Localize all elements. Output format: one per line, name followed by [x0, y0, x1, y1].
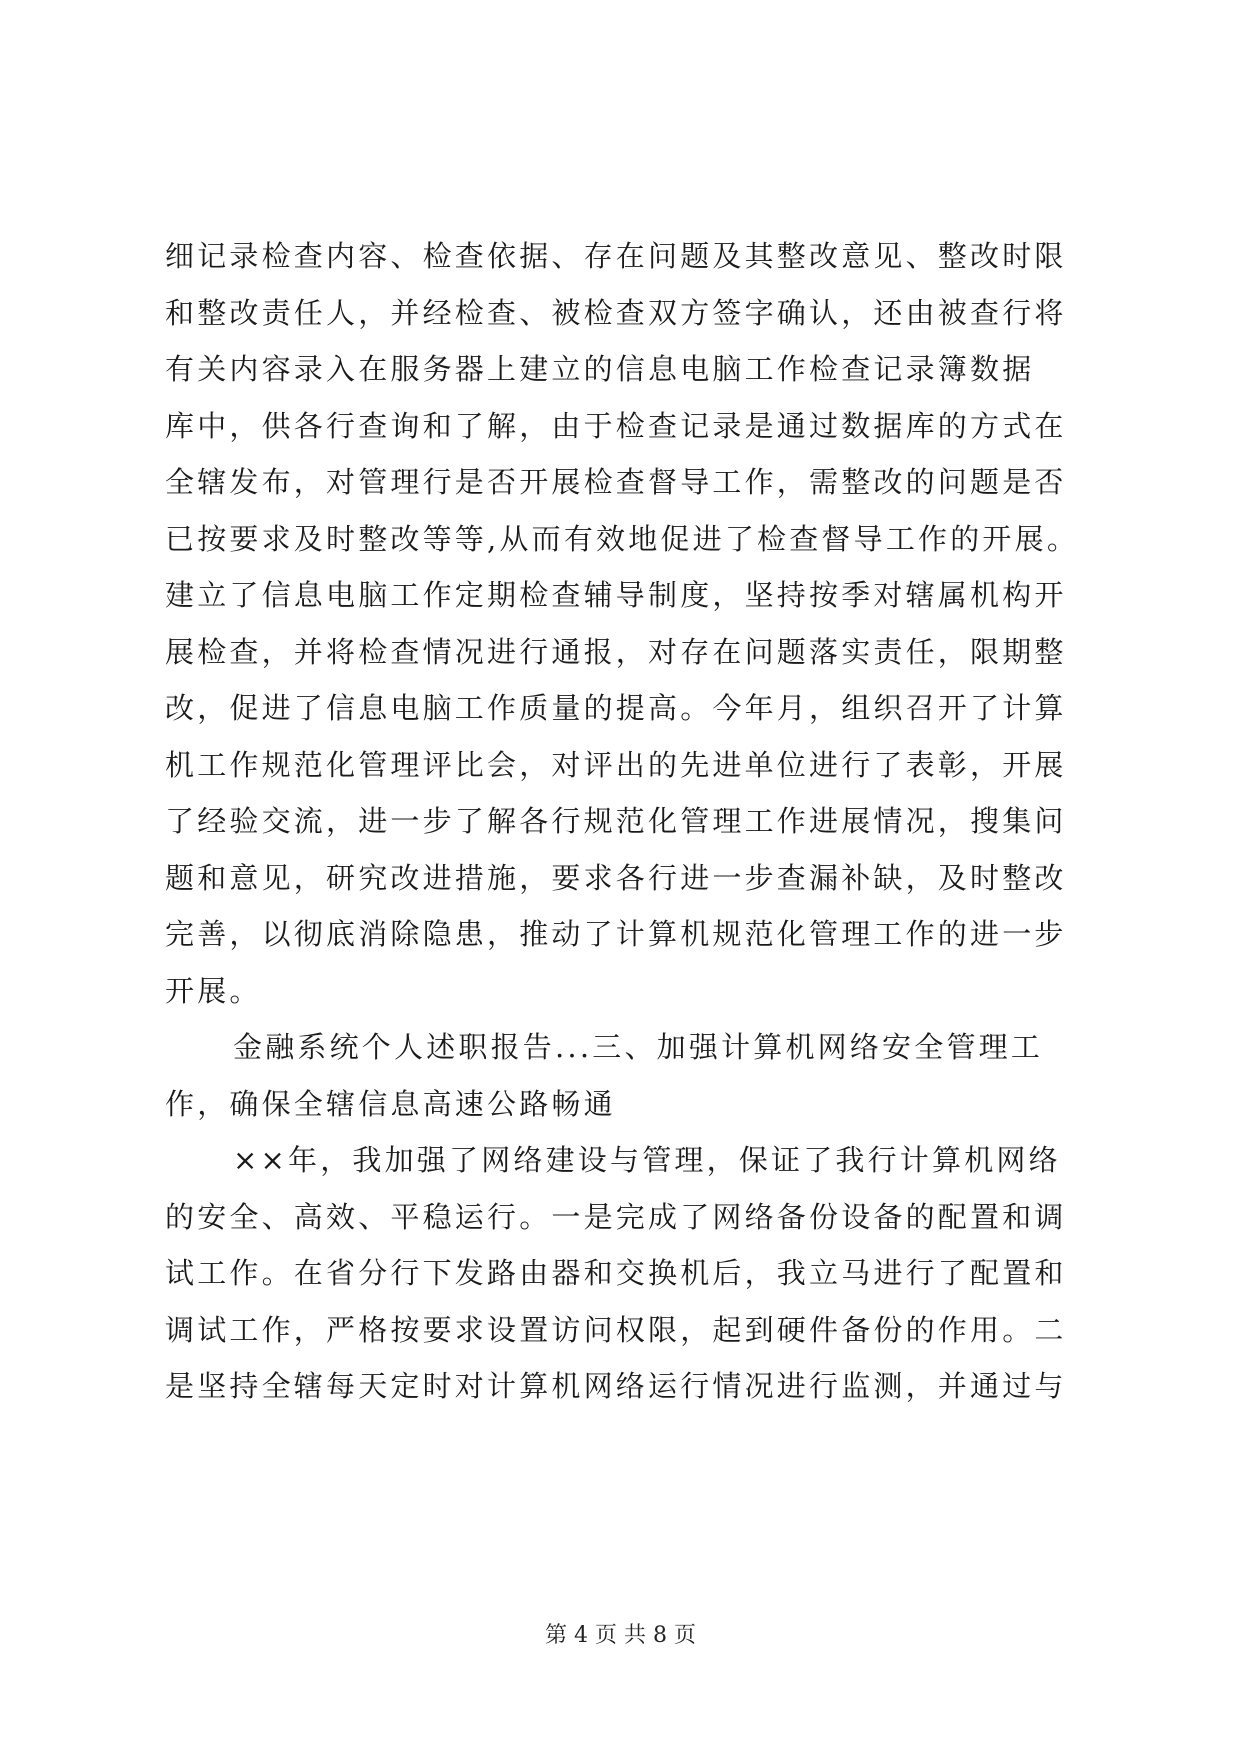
body-line: 是坚持全辖每天定时对计算机网络运行情况进行监测，并通过与	[165, 1369, 1067, 1403]
body-line: 库中，供各行查询和了解，由于检查记录是通过数据库的方式在	[165, 408, 1067, 443]
body-line: 改，促进了信息电脑工作质量的提高。今年月，组织召开了计算	[165, 691, 1067, 725]
body-line: 题和意见，研究改进措施，要求各行进一步查漏补缺，及时整改	[165, 860, 1067, 895]
body-line: 已按要求及时整改等等,从而有效地促进了检查督导工作的开展。	[165, 521, 1080, 556]
body-line: 的安全、高效、平稳运行。一是完成了网络备份设备的配置和调	[165, 1199, 1067, 1234]
body-line: ××年，我加强了网络建设与管理，保证了我行计算机网络	[233, 1143, 1061, 1177]
body-line: 建立了信息电脑工作定期检查辅导制度，坚持按季对辖属机构开	[165, 578, 1067, 612]
section-heading-line: 作，确保全辖信息高速公路畅通	[165, 1086, 616, 1121]
body-line: 细记录检查内容、检查依据、存在问题及其整改意见、整改时限	[165, 239, 1067, 273]
body-line: 调试工作，严格按要求设置访问权限，起到硬件备份的作用。二	[165, 1312, 1067, 1347]
section-heading-line: 金融系统个人述职报告...三、加强计算机网络安全管理工	[233, 1030, 1044, 1064]
body-line: 开展。	[165, 973, 262, 1008]
body-line: 和整改责任人，并经检查、被检查双方签字确认，还由被查行将	[165, 295, 1067, 330]
body-line: 全辖发布，对管理行是否开展检查督导工作，需整改的问题是否	[165, 465, 1067, 499]
body-line: 完善，以彻底消除隐患，推动了计算机规范化管理工作的进一步	[165, 917, 1067, 951]
body-line: 有关内容录入在服务器上建立的信息电脑工作检查记录簿数据	[165, 352, 1035, 386]
document-body	[165, 228, 1085, 1415]
page-number-footer: 第 4 页 共 8 页	[545, 1623, 696, 1648]
body-line: 试工作。在省分行下发路由器和交换机后，我立马进行了配置和	[165, 1256, 1067, 1290]
body-line: 机工作规范化管理评比会，对评出的先进单位进行了表彰，开展	[165, 747, 1067, 782]
body-line: 展检查，并将检查情况进行通报，对存在问题落实责任，限期整	[165, 634, 1067, 669]
body-line: 了经验交流，进一步了解各行规范化管理工作进展情况，搜集问	[165, 804, 1067, 838]
